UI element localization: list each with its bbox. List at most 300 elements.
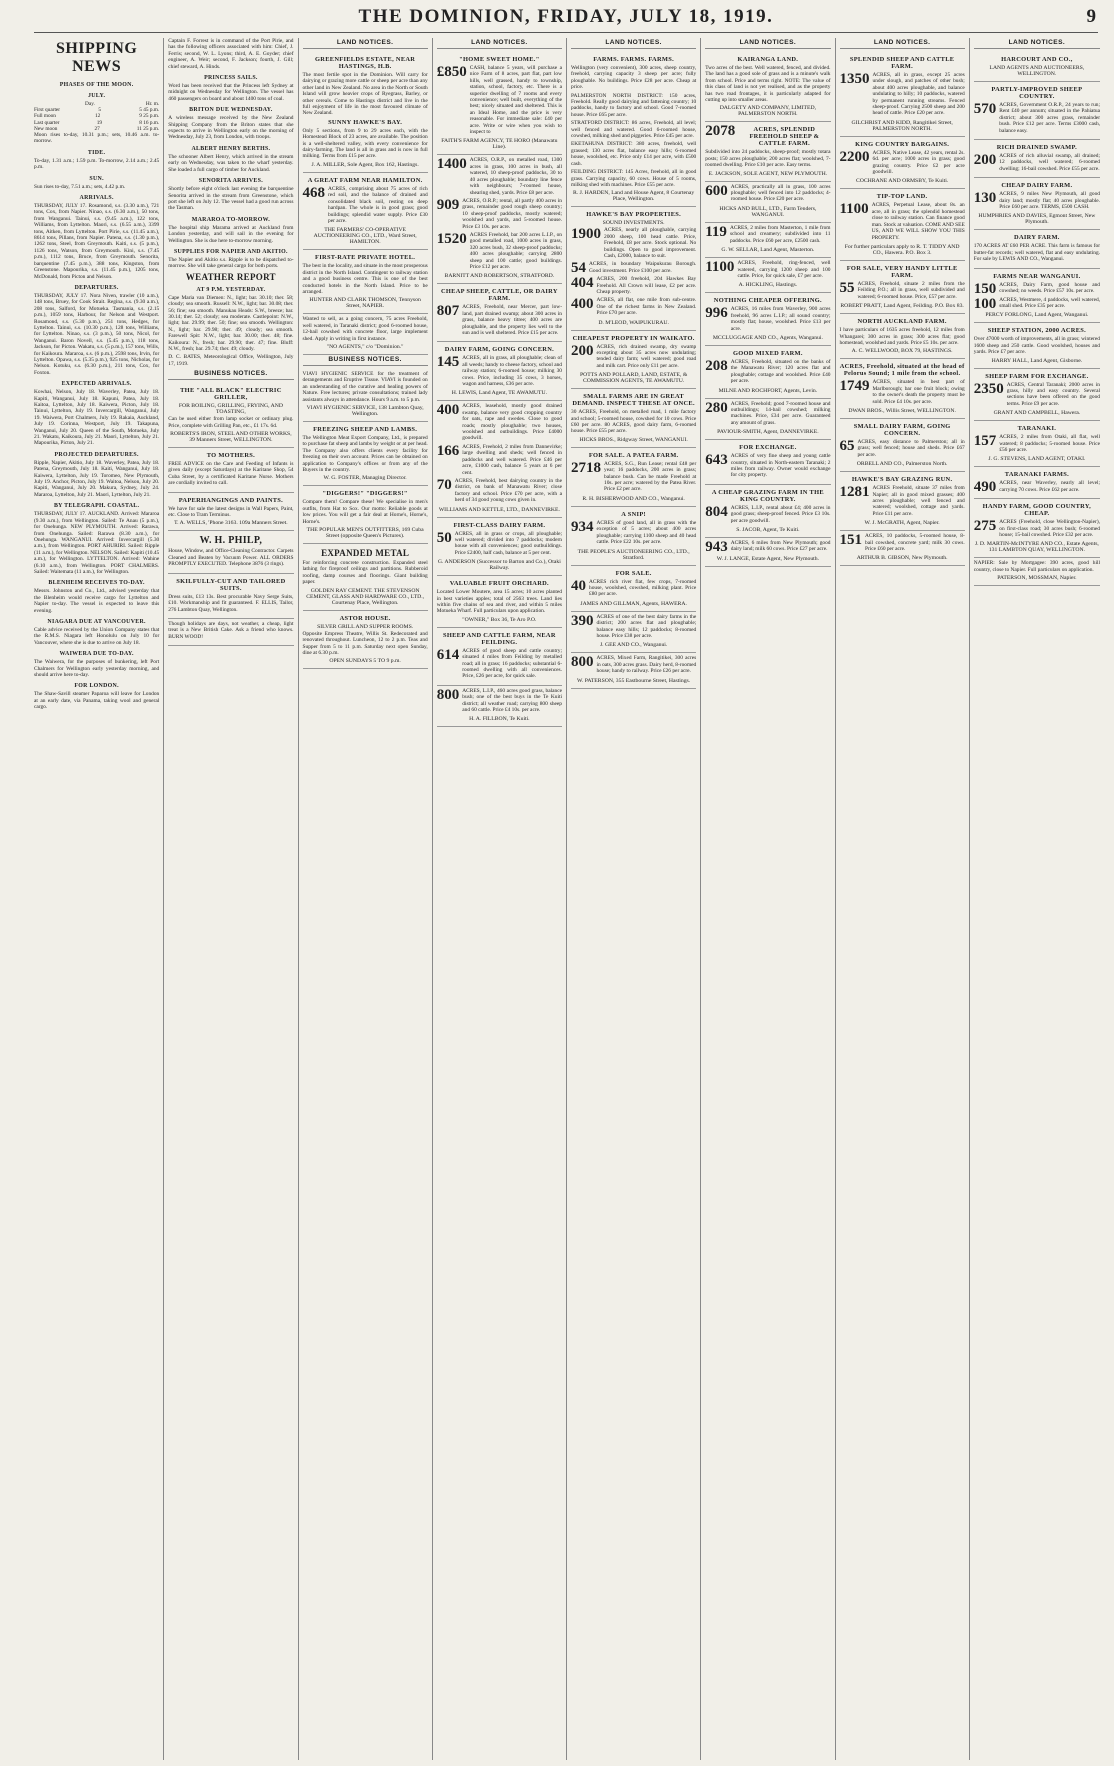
ad-footer: GOLDEN RAY CEMENT. THE STEVENSON CEMENT, GLASS AND HARDWARE CO., LTD., Courtenay Place, Wellington.: [306, 587, 425, 606]
acreage: 1100: [839, 201, 869, 218]
acreage: 468: [302, 184, 325, 201]
advertisement: [974, 467, 1100, 499]
advertisement: [437, 52, 562, 155]
ad-text: ACRES, nearly all ploughable, carrying 2000 sheep, 100 head cattle. Price, Freehold, £8 per acre. Stock optional. No buildings. Open to good improvement. Cash, £2000, balance to suit.: [604, 227, 697, 259]
ad-subheading: SILVER GRILL AND SUPPER ROOMS.: [317, 623, 414, 630]
advertisement: [840, 189, 965, 260]
ad-text: ACRES, Dairy Farm, good house and cowshed; no weeds. Price £57 10s. per acre.: [999, 281, 1100, 295]
advertisement: [974, 178, 1100, 230]
article-text: D. C. BATES, Meteorological Office, Wellington, July 17, 1919.: [168, 354, 294, 367]
acreage: 200: [571, 342, 594, 359]
ad-text: PALMERSTON NORTH DISTRICT: 150 acres, Freehold. Really good dairying and fattening country; 10 paddocks, handy to factory and school. Good 7-roomed house. Price £65 per acre.: [571, 92, 697, 118]
acreage: 55: [839, 279, 855, 296]
weather-report: Cape Maria van Diemen: N., light; bar. 30.10; ther. 58; cloudy; sea smooth. Russell: N.W., light; bar. 30.08; ther. 56; fine; sea smooth. Manukau Heads: S.W., breeze; bar. 30.14; ther. 52; cloudy; sea moderate. Castlepoint: N.W., light; bar. 29.99; ther. 50; fine; sea smooth. Wellington: N., light; bar. 29.98; ther. 49; cloudy; sea smooth. Farewell Spit: N.W., light; bar. 30.00; ther. 48; fine. Kaikoura: N., fresh; bar. 29.90; ther. 47; fine. Bluff: N.W., fresh; bar. 29.74; ther. 49; cloudy.: [168, 294, 294, 352]
ad-footer: "OWNER," Box 36, Te Aro P.O.: [462, 616, 537, 623]
ad-footer: MILNE AND ROCHFORT, Agents, Levin.: [718, 387, 818, 394]
article-text: Messrs. Johnston and Co., Ltd., advised yesterday that the Blenheim would receive cargo for Lyttelton and Napier to-day. The vessel is expected to leave this evening.: [34, 588, 160, 614]
advertisement: [974, 499, 1100, 558]
advertisement: [571, 653, 696, 688]
acreage: 490: [973, 479, 997, 496]
ad-heading: KING COUNTRY BARGAINS.: [855, 140, 950, 148]
ad-footer: ARTHUR B. GIBSON, New Plymouth.: [856, 555, 948, 562]
ad-footer: H. LEWIS, Land Agent, TE AWAMUTU.: [451, 390, 548, 397]
advertisement: [840, 419, 965, 472]
acreage: 2350: [973, 380, 1004, 397]
ad-footer: BARNITT AND ROBERTSON, STRATFORD.: [444, 273, 555, 280]
ad-heading: SHEEP STATION, 2000 ACRES.: [987, 327, 1087, 335]
ad-heading: "HOME SWEET HOME.": [459, 56, 540, 63]
advertisement: [705, 346, 830, 399]
acreage: 2078: [705, 123, 736, 140]
ad-heading: FARMS. FARMS. FARMS.: [593, 56, 674, 63]
article-text: THURSDAY, JULY 17. AUCKLAND. Arrived: Mararoa (9.30 a.m.), from Wellington. Sailed: Te Anau (5 p.m.), for Onehunga. NEW PLYMOUTH. Arrived: Rarawa, from Onehunga. Sailed: Rarawa (8.30 a.m.), for Onehunga. WANGANUI. Arrived: Invercargill (5.30 a.m.), from Wellington. PORT AHURIRI. Sailed: Ripple (11 a.m.), for Wellington. NELSON. Sailed: Kapiti (10.45 a.m.), for Wellington. LYTTELTON. Arrived: Wahine (6.10 a.m.), from Wellington. PORT CHALMERS. Sailed: Waitemata (11 a.m.), for Wellington.: [34, 511, 160, 575]
acreage: 400: [436, 402, 460, 419]
ad-footer: For further particulars apply to R. T. TIDDY AND CO., Hawera. P.O. Box 3.: [844, 243, 960, 256]
ad-footer: G. ANDERSON (Successor to Barton and Co.), Otaki Railway.: [437, 559, 561, 572]
column-4: [433, 38, 567, 1760]
advertisement: [303, 52, 428, 173]
ad-text: ACRES, L.I.P., rental about £4; 400 acres in good grass; sheep-proof fenced. Price £3 10s. per acre goodwill.: [730, 504, 831, 524]
acreage: 70: [436, 476, 452, 493]
advertisement: [840, 52, 965, 137]
table-row: Last quarter 19 8 16 p.m.: [34, 119, 160, 126]
ad-heading: A SNIP!: [621, 510, 646, 518]
ad-heading: FARMS NEAR WANGANUI.: [993, 272, 1081, 280]
acreage: 404: [571, 275, 594, 292]
ad-footer: J. GEE AND CO., Wanganui.: [599, 642, 668, 649]
ad-footer: MCCLUGGAGE AND CO., Agents, Wanganui.: [712, 334, 823, 341]
advertisement: [571, 331, 696, 390]
acreage: 804: [705, 503, 728, 520]
acreage: 40: [571, 577, 586, 594]
ad-text: Wellington (very convenient), 300 acres, sheep country, freehold, carrying capacity 3 sheep per acre; fully ploughable. No buildings. Price £28 per acre. Cheap at price.: [571, 65, 697, 91]
ad-text: 30 ACRES, Freehold, on metalled road, 1 mile factory and school; 5-roomed house, cowshed for 10 cows. Price £60 per acre. 80 ACRES, good dairy farm, 6-roomed house. Price £55 per acre.: [571, 409, 697, 435]
masthead: [34, 6, 1098, 33]
advertisement: [840, 531, 965, 566]
ad-heading: ACRES, SPLENDID FREEHOLD SHEEP & CATTLE FARM.: [749, 126, 820, 148]
ad-footer: HUMPHRIES AND DAVIES, Egmont Street, New Plymouth.: [978, 213, 1096, 226]
acreage: 807: [436, 303, 460, 320]
ad-text: The best in the locality, and situate in the most prosperous district in the North Island. Contingent to railway station and a good business centre. This is one of the best conducted hotels in the North Island. Price to be arranged.: [302, 263, 428, 295]
subheading: MARAROA TO-MORROW.: [191, 216, 271, 223]
ad-heading: SUNNY HAWKE'S BAY.: [328, 118, 403, 126]
subheading: EXPECTED ARRIVALS.: [61, 381, 132, 388]
ad-text: Located Lower Moutere, area 15 acres; 10 acres planted in best varieties apples; total of 2563 trees. Land lies within five chains of sea and river, and within 5 miles Motueka Wharf. Full particulars upon application.: [436, 589, 562, 615]
acreage: 119: [705, 223, 727, 240]
advertisement: [571, 566, 696, 612]
ad-heading: SMALL DAIRY FARM, GOING CONCERN.: [853, 422, 951, 437]
advertisement: [571, 52, 696, 207]
advertisement: [571, 612, 696, 654]
article-text: The schooner Albert Henry, which arrived in the stream early on Wednesday, was taken to the wharf yesterday. She loaded a full cargo of timber for Auckland.: [168, 153, 294, 173]
acreage: 1400: [436, 156, 467, 173]
acreage: 570: [973, 101, 997, 117]
ad-text: ACRES, Freehold, 2 miles from Dannevirke; large dwelling and sheds; well fenced in paddocks and well watered. Price £46 per acre, £1000 cash, balance 5 years at 6 per cent.: [462, 443, 562, 476]
ad-text: ACRES, L.I.P., 460 acres good grass, balance bush; one of the best buys in the Te Kuiti district; all weather road; carrying 800 sheep and 60 cattle. Price £4 10s. per acre.: [462, 687, 562, 714]
ad-heading: PAPERHANGINGS AND PAINTS.: [178, 496, 284, 504]
ad-text: STRATFORD DISTRICT: 86 acres, Freehold, all level; well fenced and watered. Good 6-roomed house, cowshed, milking shed and piggeries. Price £45 per acre.: [571, 120, 697, 140]
ad-text: I have particulars of 1635 acres freehold, 12 miles from Whangarei; 300 acres in grass; 300 acres flat; good homestead, woolshed and yards. Price £5 10s. per acre.: [839, 327, 965, 346]
section-header: BUSINESS NOTICES.: [168, 369, 293, 380]
advertisement: [437, 401, 562, 517]
advertisement: [705, 122, 830, 181]
subheading: PROJECTED DEPARTURES.: [54, 451, 139, 458]
ad-footer: R. J. HARDEN, Land and House Agent, 8 Courtenay Place, Wellington.: [572, 190, 695, 203]
ad-heading: THE "ALL BLACK" ELECTRIC GRILLER,: [180, 387, 282, 402]
advertisement: [303, 422, 428, 486]
ad-text: ACRES, O.R.P.; rental, all partly 400 acres in grass, remainder good rough sheep country; 10 sheep-proof paddocks, mostly watered; woolshed and yards, and 5-roomed house. Price £3 10s. per acre.: [462, 197, 562, 230]
advertisement: [303, 173, 428, 250]
ad-text: ACRES of rich alluvial swamp, all drained; 12 paddocks, well watered; 6-roomed dwelling; 16-bail cowshed. Price £55 per acre.: [999, 153, 1100, 172]
article-text: Moon rises to-day, 10.31 p.m.; sets, 10.46 a.m. to-morrow.: [34, 132, 160, 145]
advertisement: [303, 486, 428, 544]
acreage: 800: [436, 686, 460, 703]
advertisement: [974, 82, 1100, 140]
column-3: [299, 38, 433, 1760]
ad-text: The most fertile spot in the Dominion. Will carry for dairying or grazing more cattle or sheep per acre than any other land in New Zealand. No area in the North or South Island will grow heavier crops of Ryegrass, Barley, or other cereals. Come to Hastings district and live in the full enjoyment of life in the most favoured climate of New Zealand.: [302, 72, 428, 117]
ad-footer: VIAVI HYGIENIC SERVICE, 138 Lambton Quay, Wellington.: [306, 405, 424, 417]
ad-text: ACRES, S.G., Run Lease; rental £48 per year; 16 paddocks, 200 acres in grass; balance bush. Can be made Freehold at 10s. per acre; watered by the Patea River. Price £2 per acre.: [604, 460, 697, 493]
ad-text: ACRES, all in grass or crops, all ploughable; well watered; divided into 7 paddocks; modern house with all conveniences; good outbuildings. Price £2400, half cash, balance at 5 per cent.: [454, 530, 562, 556]
ad-text: ACRES, Native Lease, 42 years, rental 2s. 6d. per acre; 1000 acres in grass; good grazing country. Price £2 per acre goodwill.: [872, 149, 965, 176]
ad-text: ACRES, rich drained swamp, dry swamp excepting about 35 acres now undulating; tended dairy farm; well watered; good road and milk cart. Price only £11 per acre.: [596, 343, 697, 369]
ad-heading: HAWKE'S BAY GRAZING RUN.: [851, 476, 953, 484]
advertisement: [840, 314, 965, 359]
ad-footer: COCHRANE AND ORMSBY, Te Kuiti.: [855, 178, 949, 185]
subheading: BY TELEGRAPH. COASTAL.: [53, 503, 140, 510]
ad-heading: SHEEP AND CATTLE FARM, NEAR FEILDING.: [442, 631, 556, 646]
ad-footer: J. A. MILLER, Sole Agent, Box 162, Hastings.: [311, 161, 419, 168]
ad-text: VIAVI HYGIENIC SERVICE for the treatment of derangements and Eruptive Tissue. VIAVI is founded on an understanding of the curative and healing powers of Nature. Free lectures; private consultations; trained lady assistants always in attendance. Hours 9 a.m. to 5 p.m.: [302, 370, 428, 403]
acreage: 150: [973, 280, 997, 297]
advertisement: [705, 538, 830, 567]
ad-text: ACRES, Westmere, 4 paddocks, well watered, small shed. Price £35 per acre.: [999, 296, 1100, 309]
advertisement: [168, 531, 293, 573]
ad-heading: HANDY FARM, GOOD COUNTRY, CHEAP.: [982, 503, 1092, 518]
ad-heading: FOR SALE. A PATEA FARM.: [588, 451, 679, 459]
table-row: Full moon 12 9 25 p.m.: [34, 113, 160, 120]
ad-footer: DWAN BROS., Willis Street, WELLINGTON.: [848, 407, 956, 414]
ad-footer: THE POPULAR MEN'S OUTFITTERS, 169 Cuba Street (opposite Queen's Pictures).: [306, 527, 424, 540]
ad-footer: PAVIOUR-SMITH, Agent, DANNEVIRKE.: [717, 429, 819, 436]
ad-footer: J. G. STEVENS, LAND AGENT, OTAKI.: [988, 456, 1086, 463]
ad-footer: W. G. FOSTER, Managing Director.: [323, 475, 407, 482]
acreage: 200: [973, 152, 997, 169]
ad-subheading: LAND AGENTS AND AUCTIONEERS, WELLINGTON.: [989, 65, 1085, 77]
weather-heading: WEATHER REPORT: [185, 271, 276, 282]
advertisement: [705, 399, 830, 441]
ad-text: ACRES, easy distance to Palmerston; all in grass; well fenced; house and sheds. Price £67 per acre.: [857, 438, 965, 458]
ad-text: FEILDING DISTRICT: 145 Acres, freehold, all in good grass. Carrying capacity, 60 cows. House of 5 rooms, milking shed with machines. Price £55 per acre.: [571, 169, 697, 188]
acreage: 50: [436, 529, 452, 546]
ad-text: ACRES, Central Taranaki; 2000 acres in grass, hilly and easy country. Several sections have been offered on the good terms. Price £9 per acre.: [1006, 381, 1100, 407]
article-text: The Napier and Akitio s.s. Ripple is to be dispatched to-morrow. She will take general cargo for both ports.: [168, 256, 294, 270]
ad-heading: VALUABLE FRUIT ORCHARD.: [449, 580, 549, 588]
ad-text: Can be used either from lamp socket or ordinary plug. Price, complete with Grilling Pan, etc., £1 17s. 6d.: [168, 416, 294, 429]
advertisement: [168, 448, 293, 493]
advertisement: [705, 440, 830, 485]
ad-text: ACRES, 10 paddocks, 5-roomed house, 8-bail cowshed, concrete yard; milk 30 cows. Price £60 per acre.: [865, 533, 965, 553]
ad-heading: CHEAPEST PROPERTY IN WAIKATO.: [572, 334, 695, 342]
ad-footer: HARRY HALL, Land Agent, Gisborne.: [991, 357, 1083, 364]
acreage: 100: [973, 295, 997, 312]
ad-footer: ROBERT PRATT, Land Agent, Feilding. P.O. Box 83.: [840, 303, 964, 310]
acreage: 390: [571, 612, 594, 629]
ad-footer: A. C. WELLWOOD, BOX 79, HASTINGS.: [851, 348, 953, 355]
ad-footer: W. PATERSON, 355 Eastbourne Street, Hastings.: [577, 677, 691, 684]
ad-heading: ASTOR HOUSE.: [339, 614, 391, 622]
ad-text: ACRES, all in grass, except 25 acres under slough, and patches of other bush; about 400 acres ploughable, and balance undulating to hilly; 10 paddocks, watered by permanent running streams. Fenced sheep-proof. Carrying 2500 sheep and 200 head of cattle. Price £20 per acre.: [872, 72, 965, 117]
ad-heading: FOR EXCHANGE.: [739, 444, 797, 452]
subheading: ARRIVALS.: [79, 195, 114, 202]
ad-text: ACRES, 9 miles New Plymouth, all good dairy land; mostly flat; 40 acres ploughable. Price £60 per acre. TERMS, £500 CASH.: [999, 191, 1100, 211]
acreage: 600: [705, 182, 728, 199]
ad-heading: TIP-TOP LAND.: [876, 193, 928, 201]
ad-heading: SMALL FARMS ARE IN GREAT DEMAND. INSPECT THESE AT ONCE.: [572, 393, 695, 408]
ad-heading: SPLENDID SHEEP AND CATTLE FARM.: [849, 56, 955, 70]
advertisement: [168, 383, 293, 448]
ad-heading: TARANAKI FARMS.: [1004, 471, 1069, 479]
columns: [30, 38, 1104, 1760]
advertisement: [974, 558, 1100, 586]
acreage: 909: [436, 196, 460, 213]
ad-heading: A GREAT FARM NEAR HAMILTON.: [307, 176, 423, 184]
ad-text: For reinforcing concrete construction. Expanded steel lathing for fireproof ceilings and partitions. Rubberoid roofing, damp courses and floorings. Giant building paper.: [302, 560, 428, 586]
ad-footer: HICKS BROS., Ridgway Street, WANGANUI.: [579, 436, 688, 443]
ad-footer: ROBERTS'S IRON, STEEL AND OTHER WORKS, 39 Manners Street, WELLINGTON.: [170, 431, 292, 444]
advertisement: [571, 507, 696, 566]
subheading: NIAGARA DUE AT VANCOUVER.: [47, 618, 146, 625]
ad-text: Compare them! Compare these! We specialise in men's outfits, from Hat to Sox. Our motto: Reliable goods at low prices. You will get a fair deal at Horne's, Horne's, Horne's.: [302, 499, 428, 525]
ad-text: ACRES, 16 miles from Waverley, 900 acres freehold, 96 acres L.I.P.; all sound country; mostly flat; house, woolshed. Price £13 per acre.: [730, 306, 831, 332]
ad-footer: POTTS AND POLLARD, LAND, ESTATE, & COMMISSION AGENTS, TE AWAMUTU.: [579, 372, 688, 385]
acreage: 800: [571, 654, 594, 671]
ad-text: ACRES, Perpetual Lease, about 8s. an acre, all in grass; the splendid homestead close to railway station. Can finance good man. Stock at valuation. COME AND SEE US, AND WE WILL SHOW YOU THIS PROPERTY.: [871, 202, 965, 241]
subheading: WAIWERA DUE TO-DAY.: [59, 651, 134, 658]
ad-text: ACRES of good land, all in grass with the exception of 5 acres; about 400 acres ploughable; carrying 1100 sheep and 40 head cattle. Price £22 10s. per acre.: [596, 519, 697, 546]
ad-text: FREE ADVICE on the Care and Feeding of Infants is given daily (except Saturdays) at the Karitane Shop, 54 Cuba Street, by a certificated Karitane Nurse. Mothers are cordially invited to call.: [168, 461, 294, 487]
advertisement: [437, 576, 562, 628]
advertisement: [571, 389, 696, 448]
ad-text: Two acres of the best. Well watered, fenced, and divided. The land has a good sole of grass and is a minute's walk from school. Price and terms right. NOTE: The value of this class of land is not yet realised, and as the property has two road frontages, it is particularly adapted for cutting up into smaller areas.: [705, 65, 831, 104]
acreage: 934: [571, 518, 594, 535]
article-text: Shortly before eight o'clock last evening the barquentine Senorita arrived in the stream from Greenstone, which port she left on July 12. The vessel had a good run across the Tasman.: [168, 186, 294, 212]
ad-heading: EXPANDED METAL: [321, 548, 410, 559]
ad-text: The Wellington Meat Export Company, Ltd., is prepared to purchase fat sheep and lambs by weight or at per head. The Company also offers clients every facility for freezing on their own account. Prices can be obtained on application to Company's offices or from any of the Buyers in the country.: [302, 435, 428, 474]
acreage: 614: [436, 646, 460, 663]
article-text: Sun rises to-day, 7.51 a.m.; sets, 4.42 p.m.: [34, 183, 126, 190]
advertisement: [168, 619, 293, 646]
ad-text: ACRES, in boundary Waipukurau Borough. Good investment. Price £100 per acre.: [589, 261, 697, 274]
acreage: 1749: [839, 378, 870, 395]
ad-text: Over 47000 worth of improvements, all in grass; wintered 1600 sheep and 250 cattle. Good woolshed, houses and yards. Price £7 per acre.: [973, 336, 1100, 356]
ad-footer: R. H. BISHERWOOD AND CO., Wanganui.: [582, 495, 685, 502]
ad-footer: ORBELL AND CO., Palmerston North.: [856, 461, 948, 468]
ad-footer: D. M'LEOD, WAIPUKURAU.: [598, 319, 669, 326]
advertisement: [571, 448, 696, 507]
subheading: DEPARTURES.: [74, 284, 119, 291]
ad-heading: SKILFULLY-CUT AND TAILORED SUITS.: [176, 577, 286, 592]
ad-text: ACRES of good sheep and cattle country; situated 4 miles from Feilding by metalled road; all in grass; 16 paddocks; substantial 6-roomed dwelling with all conveniences. Price, £26 per acre, for quick sale.: [462, 647, 562, 680]
subheading: SUN.: [89, 175, 104, 182]
section-header: LAND NOTICES.: [437, 38, 562, 49]
advertisement: [303, 544, 428, 611]
advertisement: [168, 493, 293, 532]
price: £850: [436, 64, 467, 80]
ad-text: ACRES, 2 miles from Masterton, 1 mile from school and creamery; subdivided into 11 paddocks. Price £60 per acre, £2500 cash.: [729, 224, 831, 244]
column-6: [701, 38, 835, 1760]
ad-text: Though holidays are days, not weather, a cheap, light treat is a New British Cake. Ask a friend who knows. BURN WOOD!: [168, 620, 294, 640]
column-2: [164, 38, 298, 1760]
advertisement: [974, 369, 1100, 422]
article-text: THURSDAY, JULY 17. Rosamond, s.s. (3.30 a.m.), 721 tons, Cox, from Napier. Ninao, s.s. (6.30 a.m.), 50 tons, from Wanganui. Tainui, s.s. (9.45 a.m.), 122 tons, Williams, from Lyttelton. Maori, s.s. (6.55 a.m.), 3399 tons, Aitken, from Lyttelton. Port Pirie, s.s. (11.45 a.m.), 8614 tons, Pillans, from Napier. Patena, s.s. (1.30 p.m.), 1262 tons, Steel, from Greymouth. Kaiti, s.s. (5 p.m.), 1126 tons, Watson, from Greymouth. Kini, s.s. (7.45 p.m.), 1112 tons, Bruce, from Greymouth. Senorita, barquentine (7.45 p.m.), 388 tons, Kingston, from Greenstone. Mapourika, s.s. (11.45 p.m.), 1205 tons, McDonald, from Picton and Nelson.: [34, 203, 160, 280]
table-row: New moon 27 11 25 p.m.: [34, 125, 160, 132]
acreage: 166: [436, 442, 460, 459]
ad-text: ACRES rich river flat, few crops, 7-roomed house, woolshed, cowshed, milking plant. Price £80 per acre.: [589, 578, 697, 598]
ad-footer: DALGETY AND COMPANY, LIMITED, PALMERSTON NORTH.: [719, 105, 817, 118]
acreage: 643: [705, 452, 728, 469]
ad-text: ACRES, 200 freehold, 204 Hawkes Bay Freehold. All Crown will lease, £2 per acre. Cheap property.: [596, 276, 697, 295]
advertisement: [437, 518, 562, 577]
acreage: 1350: [839, 71, 870, 87]
ad-text: ACRES, 6 miles from New Plymouth; good dairy land; milk 60 cows. Price £27 per acre.: [730, 540, 831, 553]
advertisement: [705, 52, 830, 122]
column-5: [567, 38, 701, 1760]
article-text: THURSDAY, JULY 17. Nora Niven, trawler (10 a.m.), 148 tons, Bruey, for Cook Strait. Regina, s.s. (9.30 a.m.), 208 tons, Salford, for Motueka. Tasmania, s.s. (2.15 p.m.), 1059 tons, Harbour, for Nelson and Westport. Rosamond, s.s. (5.30 p.m.), 251 tons, Hedges, for Lyttelton. Tainui, s.s. (10.30 p.m.), 128 tons, Williams, for Lyttelton. Ninao, s.s. (3 p.m.), 50 tons, Nicol, for Wanganui. Baron Novell, s.s. (5.45 p.m.), 118 tons, Jackson, for Picton. Wakatu, s.s. (5 p.m.), 157 tons, Wills, for Kaikoura. Mararoa, s.s. (6 p.m.), 2598 tons, Irvin, for Lyttelton. Opawa, s.s. (5.35 p.m.), 925 tons, Nicholas, for Nelson. Kotuku, s.s. (6.30 p.m.), 211 tons, Cox, for Foxton.: [34, 292, 160, 376]
advertisement: [303, 314, 428, 355]
ad-text: We have for sale the latest designs in Wall Papers, Paint, etc. Close to Tram Terminus.: [168, 505, 294, 519]
ad-footer: W. J. LANGE, Estate Agent, New Plymouth.: [716, 555, 820, 562]
newspaper-title: THE DOMINION, FRIDAY, JULY 18, 1919.: [358, 6, 774, 27]
ad-footer: HUNTER AND CLARK THOMSON, Tennyson Street, NAPIER.: [309, 297, 421, 310]
advertisement: [571, 207, 696, 330]
advertisement: [303, 611, 428, 670]
acreage: 65: [839, 437, 855, 454]
column-8: [970, 38, 1104, 1760]
advertisement: [437, 628, 562, 686]
ad-text: Wanted to sell, as a going concern, 75 acres Freehold, well watered, in Taranaki district; good 6-roomed house, 12-bail cowshed with concrete floor, large implement shed. Apply in writing in first instance.: [302, 316, 428, 342]
ad-heading: HARCOURT AND CO.,: [1001, 56, 1073, 63]
advertisement: [168, 574, 293, 619]
ad-heading: HAWKE'S BAY PROPERTIES.: [586, 211, 682, 219]
ad-heading: ACRES, Freehold, situated at the head of Pelorus Sound; 1 mile from the school.: [839, 363, 965, 378]
moon-table: [34, 101, 159, 132]
article-text: Captain F. Forrest is in command of the Port Pirie, and has the following officers associated with him: Chief, J. Ferris; second, W. L. Lyons; third, A. E. Goyder; chief engineer, A. Weir; second, F. Jackson; fourth, J. Gill; chief steward, A. Hinds.: [168, 38, 294, 70]
ad-text: ACRES, comprising about 75 acres of rich red soil, and the balance of drained and consolidated black soil, resting on deep hardpan. The whole is in good grass; good buildings; splendid water supply. Price £30 per acre.: [328, 185, 428, 224]
ad-heading: FOR SALE.: [615, 569, 652, 577]
section-header: LAND NOTICES.: [571, 38, 696, 49]
acreage: 1900: [571, 226, 601, 243]
ad-footer: THE FARMERS' CO-OPERATIVE AUCTIONEERING CO., LTD., Ward Street, HAMILTON.: [313, 227, 417, 246]
article-text: The Waiwera, for the purposes of bunkering, left Port Chalmers for Wellington early yesterday morning, and should arrive here to-day.: [34, 659, 160, 679]
ad-heading: RICH DRAINED SWAMP.: [996, 144, 1077, 152]
article-text: Cable advice received by the Union Company states that the R.M.S. Niagara left Honolulu on July 10 for Vancouver, where she is due to arrive on July 18.: [34, 626, 160, 646]
ad-heading: A CHEAP GRAZING FARM IN THE KING COUNTRY.: [711, 488, 824, 503]
advertisement: [840, 472, 965, 531]
article-text: A wireless message received by the New Zealand Shipping Company from the Briton states that she expects to arrive in Wellington early on the morning of Wednesday, July 23, from London, with troops.: [168, 115, 294, 141]
ad-footer: GILCHRIST AND KIDD, Rangitikei Street, PALMERSTON NORTH.: [851, 119, 953, 132]
ad-heading: GOOD MIXED FARM.: [732, 349, 803, 357]
ad-footer: W. J. McGRATH, Agent, Napier.: [864, 520, 940, 527]
ad-text: Opposite Empress Theatre, Willis St. Redecorated and renovated throughout. Luncheon, 12 to 2 p.m. Teas and Supper from 5 to 11 p.m. Saturday next open Sunday, dine at 6.30 p.m.: [302, 630, 428, 656]
advertisement: [705, 223, 830, 258]
ad-footer: PATERSON, MOSSMAN, Napier.: [997, 575, 1077, 582]
subheading: SUPPLIES FOR NAPIER AND AKITIO.: [173, 248, 288, 255]
advertisement: [705, 293, 830, 346]
acreage: 400: [571, 296, 594, 313]
ad-text: ACRES of one of the best dairy farms in the district; 200 acres flat and ploughable; balance easy hills; 12 paddocks; 8-roomed house. Price £38 per acre.: [596, 613, 697, 639]
subheading: PHASES OF THE MOON.: [59, 82, 134, 88]
advertisement: [974, 421, 1100, 467]
ad-footer: J. D. MARTIN-McINTYRE AND CO., Estate Agents, 131 LAMBTON QUAY, WELLINGTON.: [974, 541, 1099, 554]
ad-footer: WILLIAMS AND KETTLE, LTD., DANNEVIRKE.: [438, 506, 560, 513]
ad-text: ACRES, leasehold, mostly good drained swamp, balance very good cropping country for oats, rape and swedes. Close to good roads; mostly ploughable; two houses, woolshed and outbuildings. Price £4000 goodwill.: [462, 403, 562, 442]
ad-heading: TARANAKI.: [1017, 425, 1057, 433]
ad-text: ACRES, Freehold; good 7-roomed house and outbuildings; 14-bail cowshed; milking machines. Price, £34 per acre. Guaranteed any amount of grass.: [730, 400, 831, 426]
ad-footer: FAITH'S FARM AGENCY, TE HORO (Manawatu Line).: [441, 138, 558, 151]
ad-heading: NOTHING CHEAPER OFFERING.: [713, 297, 822, 305]
ad-text: NAPIER: Sale by Mortgagee: 390 acres, good hill country, close to Napier. Full particulars on application.: [973, 560, 1100, 573]
ad-footer: JAMES AND GILLMAN, Agents, HAWERA.: [580, 600, 687, 607]
ad-heading: NORTH AUCKLAND FARM.: [857, 318, 947, 326]
ad-text: ACRES, Freehold, ring-fenced, well watered, carrying 1200 sheep and 100 cattle. Price, for quick sale, £7 per acre.: [737, 260, 831, 279]
ad-footer: "NO AGENTS," c/o "Dominion.": [326, 343, 404, 350]
table-header-row: Day. Hr. m.: [85, 101, 160, 107]
ad-footer: S. JACOB, Agent, Te Kuiti.: [736, 527, 800, 534]
advertisement: [840, 261, 965, 314]
ad-heading: PARTLY-IMPROVED SHEEP COUNTRY.: [991, 86, 1083, 100]
ad-footer: GRANT AND CAMPBELL, Hawera.: [993, 410, 1081, 417]
ad-footer: E. JACKSON, SOLE AGENT, NEW PLYMOUTH.: [708, 170, 828, 177]
article-text: The hospital ship Marama arrived at Auckland from London yesterday, and will sail in the evening for Wellington. She is due here to-morrow morning.: [168, 224, 294, 244]
ad-text: EKETAHUNA DISTRICT: 380 acres, freehold, well grassed; 130 acres flat, balance easy hills; 6-roomed house, woolshed, etc. Price only £14 per acre, with £500 cash.: [571, 141, 697, 167]
ad-text: CASH, balance 5 years, will purchase a nice Farm of 8 acres, part flat, part low hills, well grassed, handy to township, station, school, factory, etc. There is a superior dwelling of 7 rooms and every convenience; well built, everything of the best; nicely situated and sheltered. This is an Ideal Home, and the price is very reasonable. For immediate sale: £40 per acre. Write or wire when you wish to inspect to: [469, 65, 562, 136]
ad-text: ACRES (Freehold, close Wellington-Napier), on first-class road; 30 acres bush; 6-roomed house; 15-bail cowshed. Price £32 per acre.: [999, 519, 1100, 538]
article-text: Word has been received that the Princess left Sydney at midnight on Wednesday for Wellington. The vessel has 460 passengers on board and about 1400 tons of coal.: [168, 83, 294, 102]
ad-heading: DAIRY FARM, GOING CONCERN.: [444, 346, 555, 354]
ad-text: ACRES, Freehold, situated on the banks of the Manawatu River; 120 acres flat and ploughable; cottage and woolshed. Price £40 per acre.: [730, 358, 831, 385]
ad-text: ACRES of very fine sheep and young cattle country, situated in North-eastern Taranaki; 2 miles from railway. Owner would exchange for city property.: [730, 453, 831, 479]
acreage: 157: [973, 433, 997, 450]
advertisement: [974, 140, 1100, 178]
ad-heading: FIRST-RATE PRIVATE HOTEL.: [315, 254, 416, 262]
advertisement: [437, 284, 562, 342]
ad-footer: OPEN SUNDAYS 5 TO 9 p.m.: [329, 658, 401, 665]
article-text: Kowhai, Nelson, July 18. Waverley, Patea, July 18. Kapiti, Wanganui, July 18. Kapuni, Patea, July 18. Kaitoa, Lyttelton, July 18. Kaiwera, Picton, July 18. Tainui, Lyttelton, July 19. Invercargill, Wanganui, July 19. Waiwera, Port Chalmers, July 19. Rakaia, Auckland, July 19. Corinna, Westport, July 19. Takapuna, Wanganui, July 20. Queen of the South, Motueka, July 21. Wakatu, Kaikoura, July 21. Maori, Lyttelton, July 21. Mapourika, Picton, July 21.: [34, 389, 160, 447]
acreage: 2718: [571, 459, 601, 476]
subheading: TIDE.: [87, 149, 106, 156]
ad-footer: T. A. WELLS, 'Phone 3163. 109a Manners Street.: [174, 520, 288, 527]
ad-text: ACRES Freehold, situate 37 miles from Napier; all in good mixed grasses; 400 acres ploughable; well fenced and watered; woolshed, cottage and yards. Price £11 per acre.: [872, 485, 965, 517]
advertisement: [437, 686, 562, 728]
ad-heading: GREENFIELDS ESTATE, NEAR HASTINGS, H.B.: [315, 56, 416, 70]
ad-footer: THE PEOPLE'S AUCTIONEERING CO., LTD., Stratford.: [577, 548, 690, 561]
column-7: [836, 38, 970, 1760]
acreage: 1100: [705, 259, 735, 276]
ad-footer: H. A. FILLBON, Te Kuiti.: [469, 716, 530, 723]
advertisement: [303, 369, 428, 422]
advertisement: [974, 269, 1100, 324]
subheading: JULY.: [87, 93, 106, 99]
ad-text: House, Window, and Office-Cleaning Contractor. Carpets Cleaned and Beaten by Vacuum Power. ALL ORDERS PROMPTLY EXECUTED. Telephone 3876 (3 rings).: [168, 548, 294, 568]
article-text: Ripple, Napier, Akitio, July 18. Waverley, Patea, July 18. Patena, Greymouth, July 18. Kaiti, Wanganui, July 18. Kaiwera, Lyttelton, July 19. Toromeo, New Plymouth, July 19. Anchor, Picton, July 19. Waitoa, Nelson, July 20. Kapiti, Wanganui, July 20. Makura, Sydney, July 24. Mararoa, Lyttelton, July 21. Maori, Lyttelton, July 21.: [34, 459, 160, 498]
ad-heading: FREEZING SHEEP AND LAMBS.: [313, 426, 418, 433]
section-title: SHIPPING NEWS: [55, 40, 138, 75]
ad-text: Dress suits, £13 13s. Best procurable Navy Serge Suits, £10. Workmanship and fit guaranteed. F. ELLIS, Tailor, 276 Lambton Quay, Wellington.: [168, 593, 294, 613]
ad-heading: DAIRY FARM.: [1014, 234, 1060, 242]
ad-text: ACRES, 2 miles from Otaki, all flat, well watered; 8 paddocks; 5-roomed house. Price £56 per acre.: [999, 434, 1100, 453]
ad-footer: PERCY FORLONG, Land Agent, Wanganui.: [985, 312, 1089, 319]
